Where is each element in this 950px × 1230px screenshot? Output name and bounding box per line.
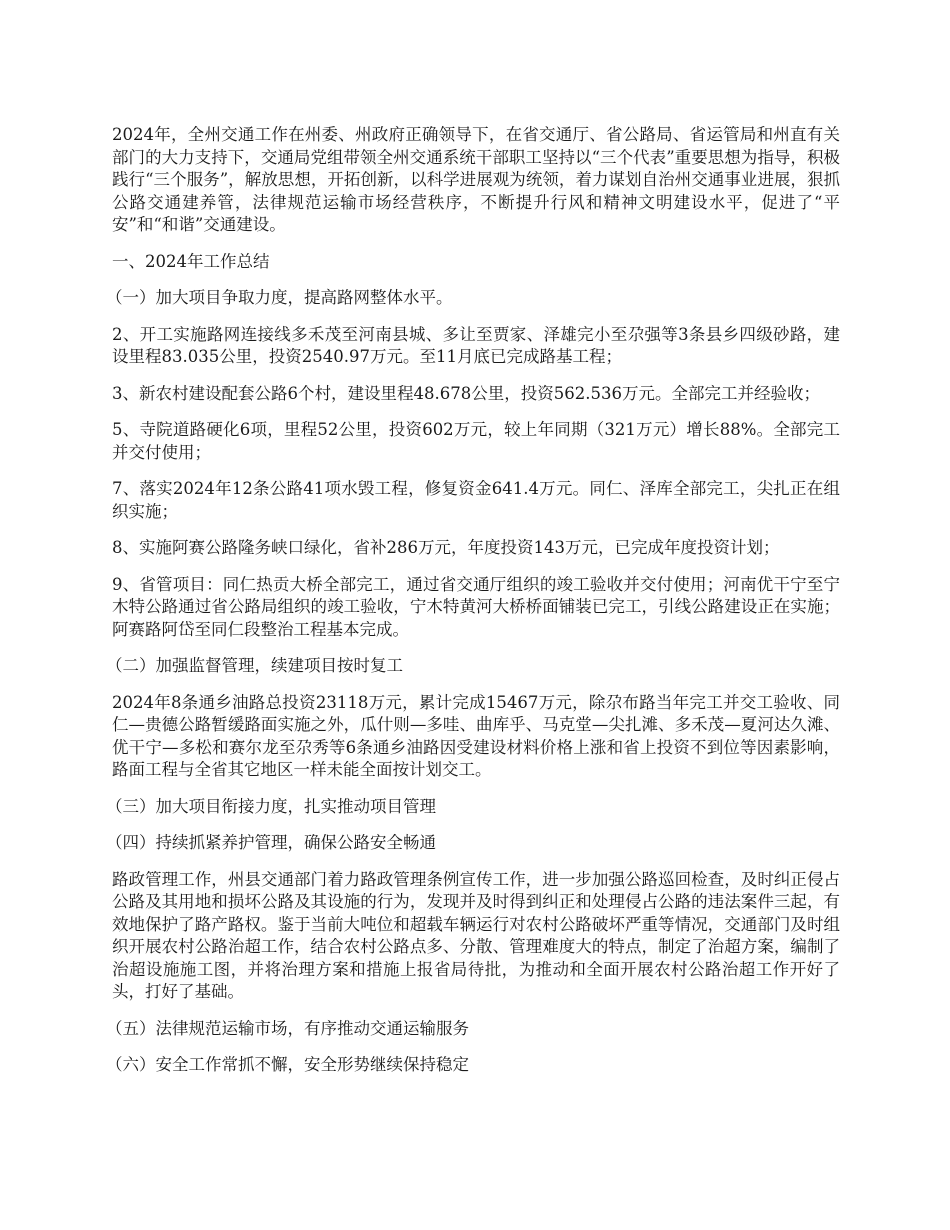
list-item-5: 5、寺院道路硬化6项，里程52公里，投资602万元，较上年同期（321万元）增长88%。全部完工并交付使用； — [112, 420, 840, 462]
paragraph-sub2: 2024年8条通乡油路总投资23118万元，累计完成15467万元，除尕布路当年完工并交工验收、同仁—贵德公路暂缓路面实施之外，瓜什则—多哇、曲库乎、马克堂—尖扎滩、多禾茂—夏河达久滩、优干宁—多松和赛尔龙至尕秀等6条通乡油路因受建设材料价格上涨和省上投资不到位等因素影响，路面工程与全省其它地区一样未能全面按计划交工。 — [112, 692, 840, 779]
paragraph-sub4: 路政管理工作，州县交通部门着力路政管理条例宣传工作，进一步加强公路巡回检查，及时纠正侵占公路及其用地和损坏公路及其设施的行为，发现并及时得到纠正和处理侵占公路的违法案件三起，有效地保护了路产路权。鉴于当前大吨位和超载车辆运行对农村公路破坏严重等情况，交通部门及时组织开展农村公路治超工作，结合农村公路点多、分散、管理难度大的特点，制定了治超方案，编制了治超设施施工图，并将治理方案和措施上报省局待批，为推动和全面开展农村公路治超工作开好了头，打好了基础。 — [112, 869, 840, 1001]
list-item-8: 8、实施阿赛公路隆务峡口绿化，省补286万元，年度投资143万元，已完成年度投资计划； — [112, 538, 780, 557]
list-item-7: 7、落实2024年12条公路41项水毁工程，修复资金641.4万元。同仁、泽库全部完工，尖扎正在组织实施； — [112, 479, 840, 521]
subheading-1: （一）加大项目争取力度，提高路网整体水平。 — [106, 288, 453, 307]
list-item-9: 9、省管项目：同仁热贡大桥全部完工，通过省交通厅组织的竣工验收并交付使用；河南优干宁至宁木特公路通过省公路局组织的竣工验收，宁木特黄河大桥桥面铺装已完工，引线公路建设正在实施；阿赛路阿岱至同仁段整治工程基本完成。 — [112, 574, 840, 639]
subheading-5: （五）法律规范运输市场，有序推动交通运输服务 — [106, 1018, 469, 1038]
list-item-2: 2、开工实施路网连接线多禾茂至河南县城、多让至贾家、泽雄完小至尕强等3条县乡四级砂路，建设里程83.035公里，投资2540.97万元。至11月底已完成路基工程； — [112, 324, 840, 366]
document-body — [106, 124, 840, 1091]
list-item-3: 3、新农村建设配套公路6个村，建设里程48.678公里，投资562.536万元。全部完工并经验收； — [112, 383, 820, 403]
subheading-6: （六）安全工作常抓不懈，安全形势继续保持稳定 — [106, 1055, 469, 1074]
section-heading: 一、2024年工作总结 — [112, 251, 270, 271]
intro-paragraph: 2024年，全州交通工作在州委、州政府正确领导下，在省交通厅、省公路局、省运管局和州直有关部门的大力支持下，交通局党组带领全州交通系统干部职工坚持以“三个代表”重要思想为指导，积极践行“三个服务”，解放思想，开拓创新，以科学进展观为统领，着力谋划自治州交通事业进展，狠抓公路交通建养管，法律规范运输市场经营秩序，不断提升行风和精神文明建设水平，促进了“平安”和“和谐”交通建设。 — [112, 125, 840, 234]
subheading-3: （三）加大项目衔接力度，扎实推动项目管理 — [106, 796, 436, 816]
subheading-2: （二）加强监督管理，续建项目按时复工 — [106, 656, 403, 675]
subheading-4: （四）持续抓紧养护管理，确保公路安全畅通 — [106, 833, 436, 852]
